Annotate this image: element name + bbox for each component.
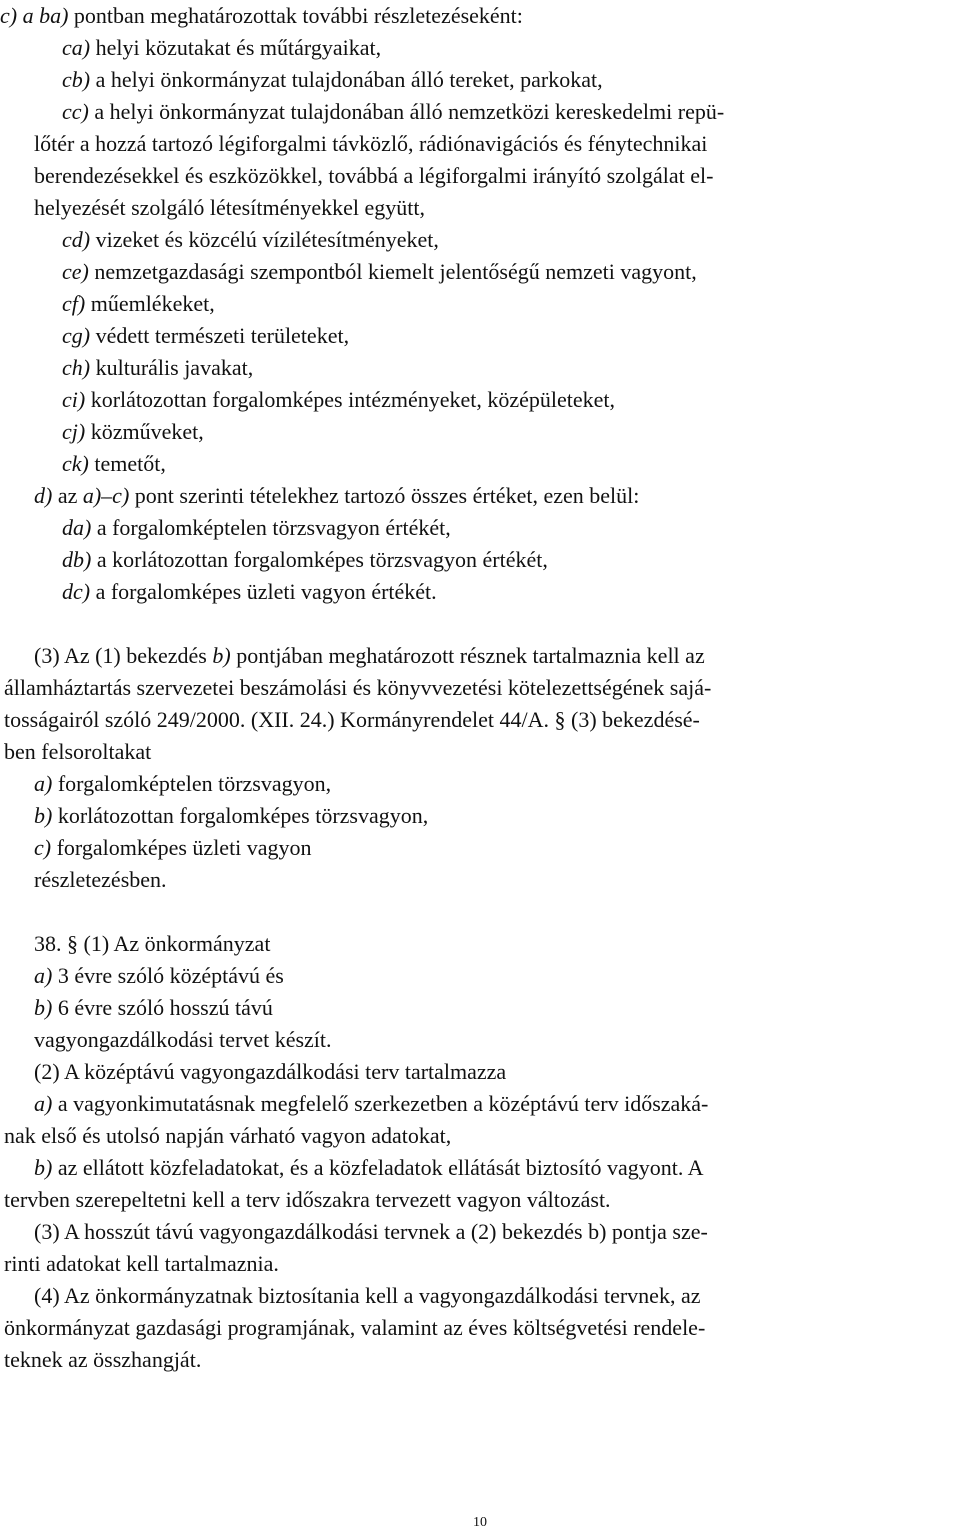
- text-line: [0, 1120, 960, 1152]
- line-text: helyezését szolgáló létesítményekkel együtt,: [34, 195, 425, 220]
- text-line: [0, 1344, 960, 1376]
- item-label: ch): [62, 355, 91, 380]
- text-line: [0, 128, 960, 160]
- text-line: [0, 768, 960, 800]
- line-text: a forgalomképes üzleti vagyon értékét.: [90, 579, 437, 604]
- line-text: pont szerinti tételekhez tartozó összes értéket, ezen belül:: [129, 483, 640, 508]
- text-line: [0, 512, 960, 544]
- line-text: 38. § (1) Az önkormányzat: [34, 931, 271, 956]
- line-text: temetőt,: [88, 451, 166, 476]
- item-label: cf): [62, 291, 86, 316]
- item-label: ca): [62, 35, 91, 60]
- text-line: [0, 192, 960, 224]
- line-text: forgalomképes üzleti vagyon: [51, 835, 312, 860]
- line-text: közműveket,: [85, 419, 204, 444]
- text-line: [0, 1024, 960, 1056]
- line-text: ben felsoroltakat: [4, 739, 152, 764]
- item-label: b): [34, 1155, 53, 1180]
- line-text: a korlátozottan forgalomképes törzsvagyon értékét,: [91, 547, 548, 572]
- text-line: [0, 832, 960, 864]
- item-label: a): [34, 1091, 53, 1116]
- item-label: dc): [62, 579, 91, 604]
- item-label: cd): [62, 227, 91, 252]
- text-line: [0, 64, 960, 96]
- item-label: ce): [62, 259, 89, 284]
- text-line: [0, 960, 960, 992]
- line-text: önkormányzat gazdasági programjának, valamint az éves költségvetési rendele-: [4, 1315, 706, 1340]
- text-line: [0, 448, 960, 480]
- item-label: cb): [62, 67, 91, 92]
- text-line: [0, 256, 960, 288]
- line-text: 6 évre szóló hosszú távú: [52, 995, 273, 1020]
- page-number: 10: [473, 1515, 487, 1530]
- line-text: pontban meghatározottak további részletezéseként:: [68, 3, 523, 28]
- line-text: vizeket és közcélú vízilétesítményeket,: [90, 227, 439, 252]
- text-line: [0, 96, 960, 128]
- text-line: [0, 480, 960, 512]
- line-text: az ellátott közfeladatokat, és a közfeladatok ellátását biztosító vagyont. A: [52, 1155, 704, 1180]
- text-line: [0, 1088, 960, 1120]
- line-text: nak első és utolsó napján várható vagyon adatokat,: [4, 1123, 452, 1148]
- line-text: rinti adatokat kell tartalmaznia.: [4, 1251, 279, 1276]
- text-line: [0, 992, 960, 1024]
- text-line: [0, 224, 960, 256]
- text-line: [0, 1280, 960, 1312]
- item-label: a)–c): [82, 483, 130, 508]
- item-label: a): [34, 963, 53, 988]
- line-text: teknek az összhangját.: [4, 1347, 202, 1372]
- text-line: [0, 1216, 960, 1248]
- item-label: ci): [62, 387, 86, 412]
- text-line: [0, 736, 960, 768]
- line-text: helyi közutakat és műtárgyaikat,: [90, 35, 382, 60]
- line-text: pontjában meghatározott résznek tartalmaznia kell az: [230, 643, 705, 668]
- line-text: tervben szerepeltetni kell a terv időszakra tervezett vagyon változást.: [4, 1187, 611, 1212]
- item-label: c) a ba): [0, 3, 69, 28]
- item-label: cj): [62, 419, 86, 444]
- line-text: védett természeti területeket,: [90, 323, 350, 348]
- line-text: a helyi önkormányzat tulajdonában álló nemzetközi kereskedelmi repü-: [88, 99, 725, 124]
- line-text: 3 évre szóló középtávú és: [52, 963, 284, 988]
- line-text: (2) A középtávú vagyongazdálkodási terv tartalmazza: [34, 1059, 507, 1084]
- item-label: da): [62, 515, 92, 540]
- line-text: kulturális javakat,: [90, 355, 254, 380]
- text-line: [0, 672, 960, 704]
- text-line: [0, 416, 960, 448]
- line-text: műemlékeket,: [85, 291, 215, 316]
- text-line: [0, 1152, 960, 1184]
- line-text: az: [52, 483, 83, 508]
- text-line: [0, 1248, 960, 1280]
- item-label: db): [62, 547, 92, 572]
- line-text: (4) Az önkormányzatnak biztosítania kell a vagyongazdálkodási tervnek, az: [34, 1283, 701, 1308]
- line-text: részletezésben.: [34, 867, 167, 892]
- text-line: [0, 160, 960, 192]
- line-text: forgalomképtelen törzsvagyon,: [52, 771, 332, 796]
- text-line: [0, 640, 960, 672]
- line-text: a helyi önkormányzat tulajdonában álló tereket, parkokat,: [90, 67, 603, 92]
- line-text: korlátozottan forgalomképes intézményeket, középületeket,: [85, 387, 616, 412]
- item-label: c): [34, 835, 52, 860]
- item-label: d): [34, 483, 53, 508]
- text-line: [0, 544, 960, 576]
- item-label: b): [34, 995, 53, 1020]
- line-text: államháztartás szervezetei beszámolási és könyvvezetési kötelezettségének sajá-: [4, 675, 712, 700]
- text-line: [0, 1184, 960, 1216]
- line-text: nemzetgazdasági szempontból kiemelt jelentőségű nemzeti vagyont,: [88, 259, 697, 284]
- text-line: [0, 32, 960, 64]
- line-text: berendezésekkel és eszközökkel, továbbá a légiforgalmi irányító szolgálat el-: [34, 163, 714, 188]
- line-text: lőtér a hozzá tartozó légiforgalmi távközlő, rádiónavigációs és fénytechnikai: [34, 131, 708, 156]
- text-line: [0, 800, 960, 832]
- line-text: korlátozottan forgalomképes törzsvagyon,: [52, 803, 429, 828]
- text-line: [0, 928, 960, 960]
- text-line: [0, 576, 960, 608]
- item-label: b): [34, 803, 53, 828]
- text-line: [0, 320, 960, 352]
- text-line: [0, 352, 960, 384]
- item-label: a): [34, 771, 53, 796]
- text-line: [0, 384, 960, 416]
- text-line: [0, 288, 960, 320]
- line-text: tosságairól szóló 249/2000. (XII. 24.) Kormányrendelet 44/A. § (3) bekezdésé-: [4, 707, 700, 732]
- item-label: cg): [62, 323, 91, 348]
- item-label: ck): [62, 451, 89, 476]
- text-line: [0, 0, 960, 32]
- line-text: a forgalomképtelen törzsvagyon értékét,: [91, 515, 451, 540]
- line-text: (3) Az (1) bekezdés: [34, 643, 213, 668]
- line-text: a vagyonkimutatásnak megfelelő szerkezetben a középtávú terv időszaká-: [52, 1091, 709, 1116]
- line-text: (3) A hosszút távú vagyongazdálkodási tervnek a (2) bekezdés b) pontja sze-: [34, 1219, 708, 1244]
- text-line: [0, 704, 960, 736]
- line-text: vagyongazdálkodási tervet készít.: [34, 1027, 332, 1052]
- item-label: cc): [62, 99, 89, 124]
- text-line: [0, 1056, 960, 1088]
- text-line: [0, 1312, 960, 1344]
- text-line: [0, 864, 960, 896]
- item-label: b): [212, 643, 231, 668]
